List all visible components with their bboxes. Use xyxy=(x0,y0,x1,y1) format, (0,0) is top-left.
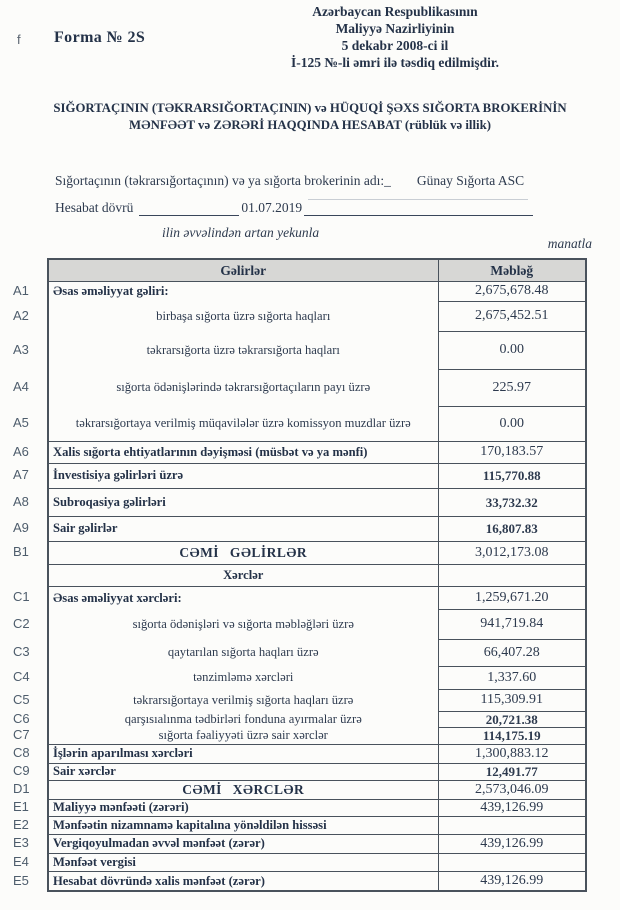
approval-line: Azərbaycan Respublikasının xyxy=(312,4,478,19)
row-value: 20,721.38 xyxy=(438,711,586,727)
table-row xyxy=(10,564,586,586)
row-value: 1,337.60 xyxy=(438,666,586,689)
row-value: 439,126.99 xyxy=(438,834,586,853)
row-value: 2,675,452.51 xyxy=(438,301,586,331)
row-code: C5 xyxy=(13,691,30,707)
column-header-mebleg: Məbləğ xyxy=(438,259,586,281)
table-row xyxy=(10,744,586,763)
table-row xyxy=(10,586,586,609)
row-code: C1 xyxy=(13,589,30,605)
row-label: Xalis sığorta ehtiyatlarının dəyişməsi (müsbət və ya mənfi) xyxy=(48,441,438,463)
row-code: A7 xyxy=(13,467,29,483)
table-row xyxy=(10,871,586,891)
row-code: C9 xyxy=(13,763,30,779)
table-row xyxy=(10,609,586,639)
row-label: Sair gəlirlər xyxy=(48,516,438,541)
row-label: sığorta ödənişləri və sığorta məbləğləri üzrə xyxy=(48,609,438,639)
row-value: 33,732.32 xyxy=(438,488,586,516)
row-value: 0.00 xyxy=(438,406,586,441)
row-value: 2,675,678.48 xyxy=(438,281,586,301)
insurer-name-value: Günay Sığorta ASC xyxy=(416,173,525,188)
row-value: 941,719.84 xyxy=(438,609,586,639)
cumulative-note: ilin əvvəlindən artan yekunla xyxy=(162,225,320,240)
row-code: C6 xyxy=(13,711,30,726)
row-value: 66,407.28 xyxy=(438,639,586,666)
row-label: İnvestisiya gəlirləri üzrə xyxy=(48,463,438,488)
report-title xyxy=(18,100,602,134)
row-label: Hesabat dövründə xalis mənfəət (zərər) xyxy=(48,871,438,891)
row-label: Əsas əməliyyat xərcləri: xyxy=(48,586,438,609)
table-header-row xyxy=(10,259,586,281)
row-label: təkrarsığorta üzrə təkrarsığorta haqları xyxy=(48,331,438,369)
row-code: A6 xyxy=(13,443,29,459)
row-value: 439,126.99 xyxy=(438,799,586,816)
row-value: 2,573,046.09 xyxy=(438,780,586,799)
row-label: təkrarsığortaya verilmiş sığorta haqları üzrə xyxy=(48,689,438,711)
row-code: E5 xyxy=(13,872,29,888)
table-row xyxy=(10,834,586,853)
row-label: Xərclər xyxy=(48,564,438,586)
table-row xyxy=(10,666,586,689)
row-value xyxy=(438,853,586,871)
row-value: 115,770.88 xyxy=(438,463,586,488)
table-row xyxy=(10,799,586,816)
row-code: A9 xyxy=(13,520,29,536)
table-row xyxy=(10,441,586,463)
table-row xyxy=(10,689,586,711)
approval-line: İ-125 №-li əmri ilə təsdiq edilmişdir. xyxy=(290,55,500,70)
row-value: 439,126.99 xyxy=(438,871,586,891)
header-code-spacer xyxy=(10,259,48,281)
row-value xyxy=(438,564,586,586)
table-row xyxy=(10,516,586,541)
table-row xyxy=(10,853,586,871)
row-value: 114,175.19 xyxy=(438,727,586,744)
row-label: birbaşa sığorta üzrə sığorta haqları xyxy=(48,301,438,331)
row-label: Sair xərclər xyxy=(48,763,438,780)
row-value: 0.00 xyxy=(438,331,586,369)
row-value: 225.97 xyxy=(438,369,586,406)
row-label: tənzimləmə xərcləri xyxy=(48,666,438,689)
row-label: qaytarılan sığorta haqları üzrə xyxy=(48,639,438,666)
approval-line: 5 dekabr 2008-ci il xyxy=(341,38,449,53)
table-row xyxy=(10,639,586,666)
row-code: E4 xyxy=(13,853,29,869)
row-code: E3 xyxy=(13,835,29,851)
row-label: İşlərin aparılması xərcləri xyxy=(48,744,438,763)
table-row xyxy=(10,727,586,744)
row-label: Mənfəət vergisi xyxy=(48,853,438,871)
row-value: 1,259,671.20 xyxy=(438,586,586,609)
table-row xyxy=(10,463,586,488)
table-row xyxy=(10,816,586,834)
table-row xyxy=(10,780,586,799)
row-code: A3 xyxy=(13,341,29,357)
table-row xyxy=(10,301,586,331)
row-code: A2 xyxy=(13,307,29,323)
approval-line: Maliyyə Nazirliyinin xyxy=(335,21,455,36)
column-header-gelirler: Gəlirlər xyxy=(48,259,438,281)
blank-underline xyxy=(304,200,533,216)
period-value: 01.07.2019 xyxy=(241,200,303,215)
row-label: Vergiqoyulmadan əvvəl mənfəət (zərər) xyxy=(48,834,438,853)
row-code: A8 xyxy=(13,493,29,509)
row-label: Subroqasiya gəlirləri xyxy=(48,488,438,516)
table-row xyxy=(10,406,586,441)
row-label: CƏMİ GƏLİRLƏR xyxy=(48,541,438,564)
row-value: 1,300,883.12 xyxy=(438,744,586,763)
row-code xyxy=(10,564,48,586)
row-value: 115,309.91 xyxy=(438,689,586,711)
margin-letter: f xyxy=(17,32,21,47)
row-label: Əsas əməliyyat gəliri: xyxy=(48,281,438,301)
row-code: C7 xyxy=(13,727,30,743)
approval-block xyxy=(228,3,562,71)
row-label: təkrarsığortaya verilmiş müqavilələr üzrə komissyon muzdlar üzrə xyxy=(48,406,438,441)
row-code: C8 xyxy=(13,745,30,761)
report-period-line xyxy=(55,200,533,216)
period-label: Hesabat dövrü xyxy=(55,200,134,215)
currency-note: manatla xyxy=(547,236,592,251)
row-code: C3 xyxy=(13,644,30,660)
row-code: E1 xyxy=(13,799,29,815)
row-code: C4 xyxy=(13,669,30,685)
table-row xyxy=(10,711,586,727)
report-table xyxy=(10,258,587,892)
insurer-label: Sığortaçının (təkrarsığortaçının) və ya sığorta brokerinin adı:_ xyxy=(55,173,391,188)
table-row xyxy=(10,369,586,406)
row-code: C2 xyxy=(13,615,30,631)
row-code: B1 xyxy=(13,544,29,560)
row-value xyxy=(438,816,586,834)
row-label: sığorta ödənişlərində təkrarsığortaçıların payı üzrə xyxy=(48,369,438,406)
insurer-name-underline xyxy=(308,178,528,200)
row-label: sığorta fəaliyyəti üzrə sair xərclər xyxy=(48,727,438,744)
table-row xyxy=(10,331,586,369)
row-value: 12,491.77 xyxy=(438,763,586,780)
table-row xyxy=(10,763,586,780)
row-code: A5 xyxy=(13,415,29,431)
row-code: D1 xyxy=(13,781,30,797)
table-row xyxy=(10,488,586,516)
row-code: A4 xyxy=(13,379,29,395)
row-label: qarşısıalınma tədbirləri fonduna ayırmalar üzrə xyxy=(48,711,438,727)
row-value: 170,183.57 xyxy=(438,441,586,463)
report-title-line1: SIĞORTAÇININ (TƏKRARSIĞORTAÇININ) və HÜQUQİ ŞƏXS SIĞORTA BROKERİNİN xyxy=(53,101,567,115)
row-label: Mənfəətin nizamnamə kapitalına yönəldilən hissəsi xyxy=(48,816,438,834)
row-value: 16,807.83 xyxy=(438,516,586,541)
row-code: A1 xyxy=(13,282,29,298)
table-row xyxy=(10,281,586,301)
row-label: Maliyyə mənfəəti (zərəri) xyxy=(48,799,438,816)
row-label: CƏMİ XƏRCLƏR xyxy=(48,780,438,799)
table-row xyxy=(10,541,586,564)
row-value: 3,012,173.08 xyxy=(438,541,586,564)
blank-underline xyxy=(139,200,239,216)
form-number: Forma № 2S xyxy=(54,29,146,46)
row-code: E2 xyxy=(13,816,29,832)
report-title-line2: MƏNFƏƏT və ZƏRƏRİ HAQQINDA HESABAT (rüblük və illik) xyxy=(129,118,491,132)
